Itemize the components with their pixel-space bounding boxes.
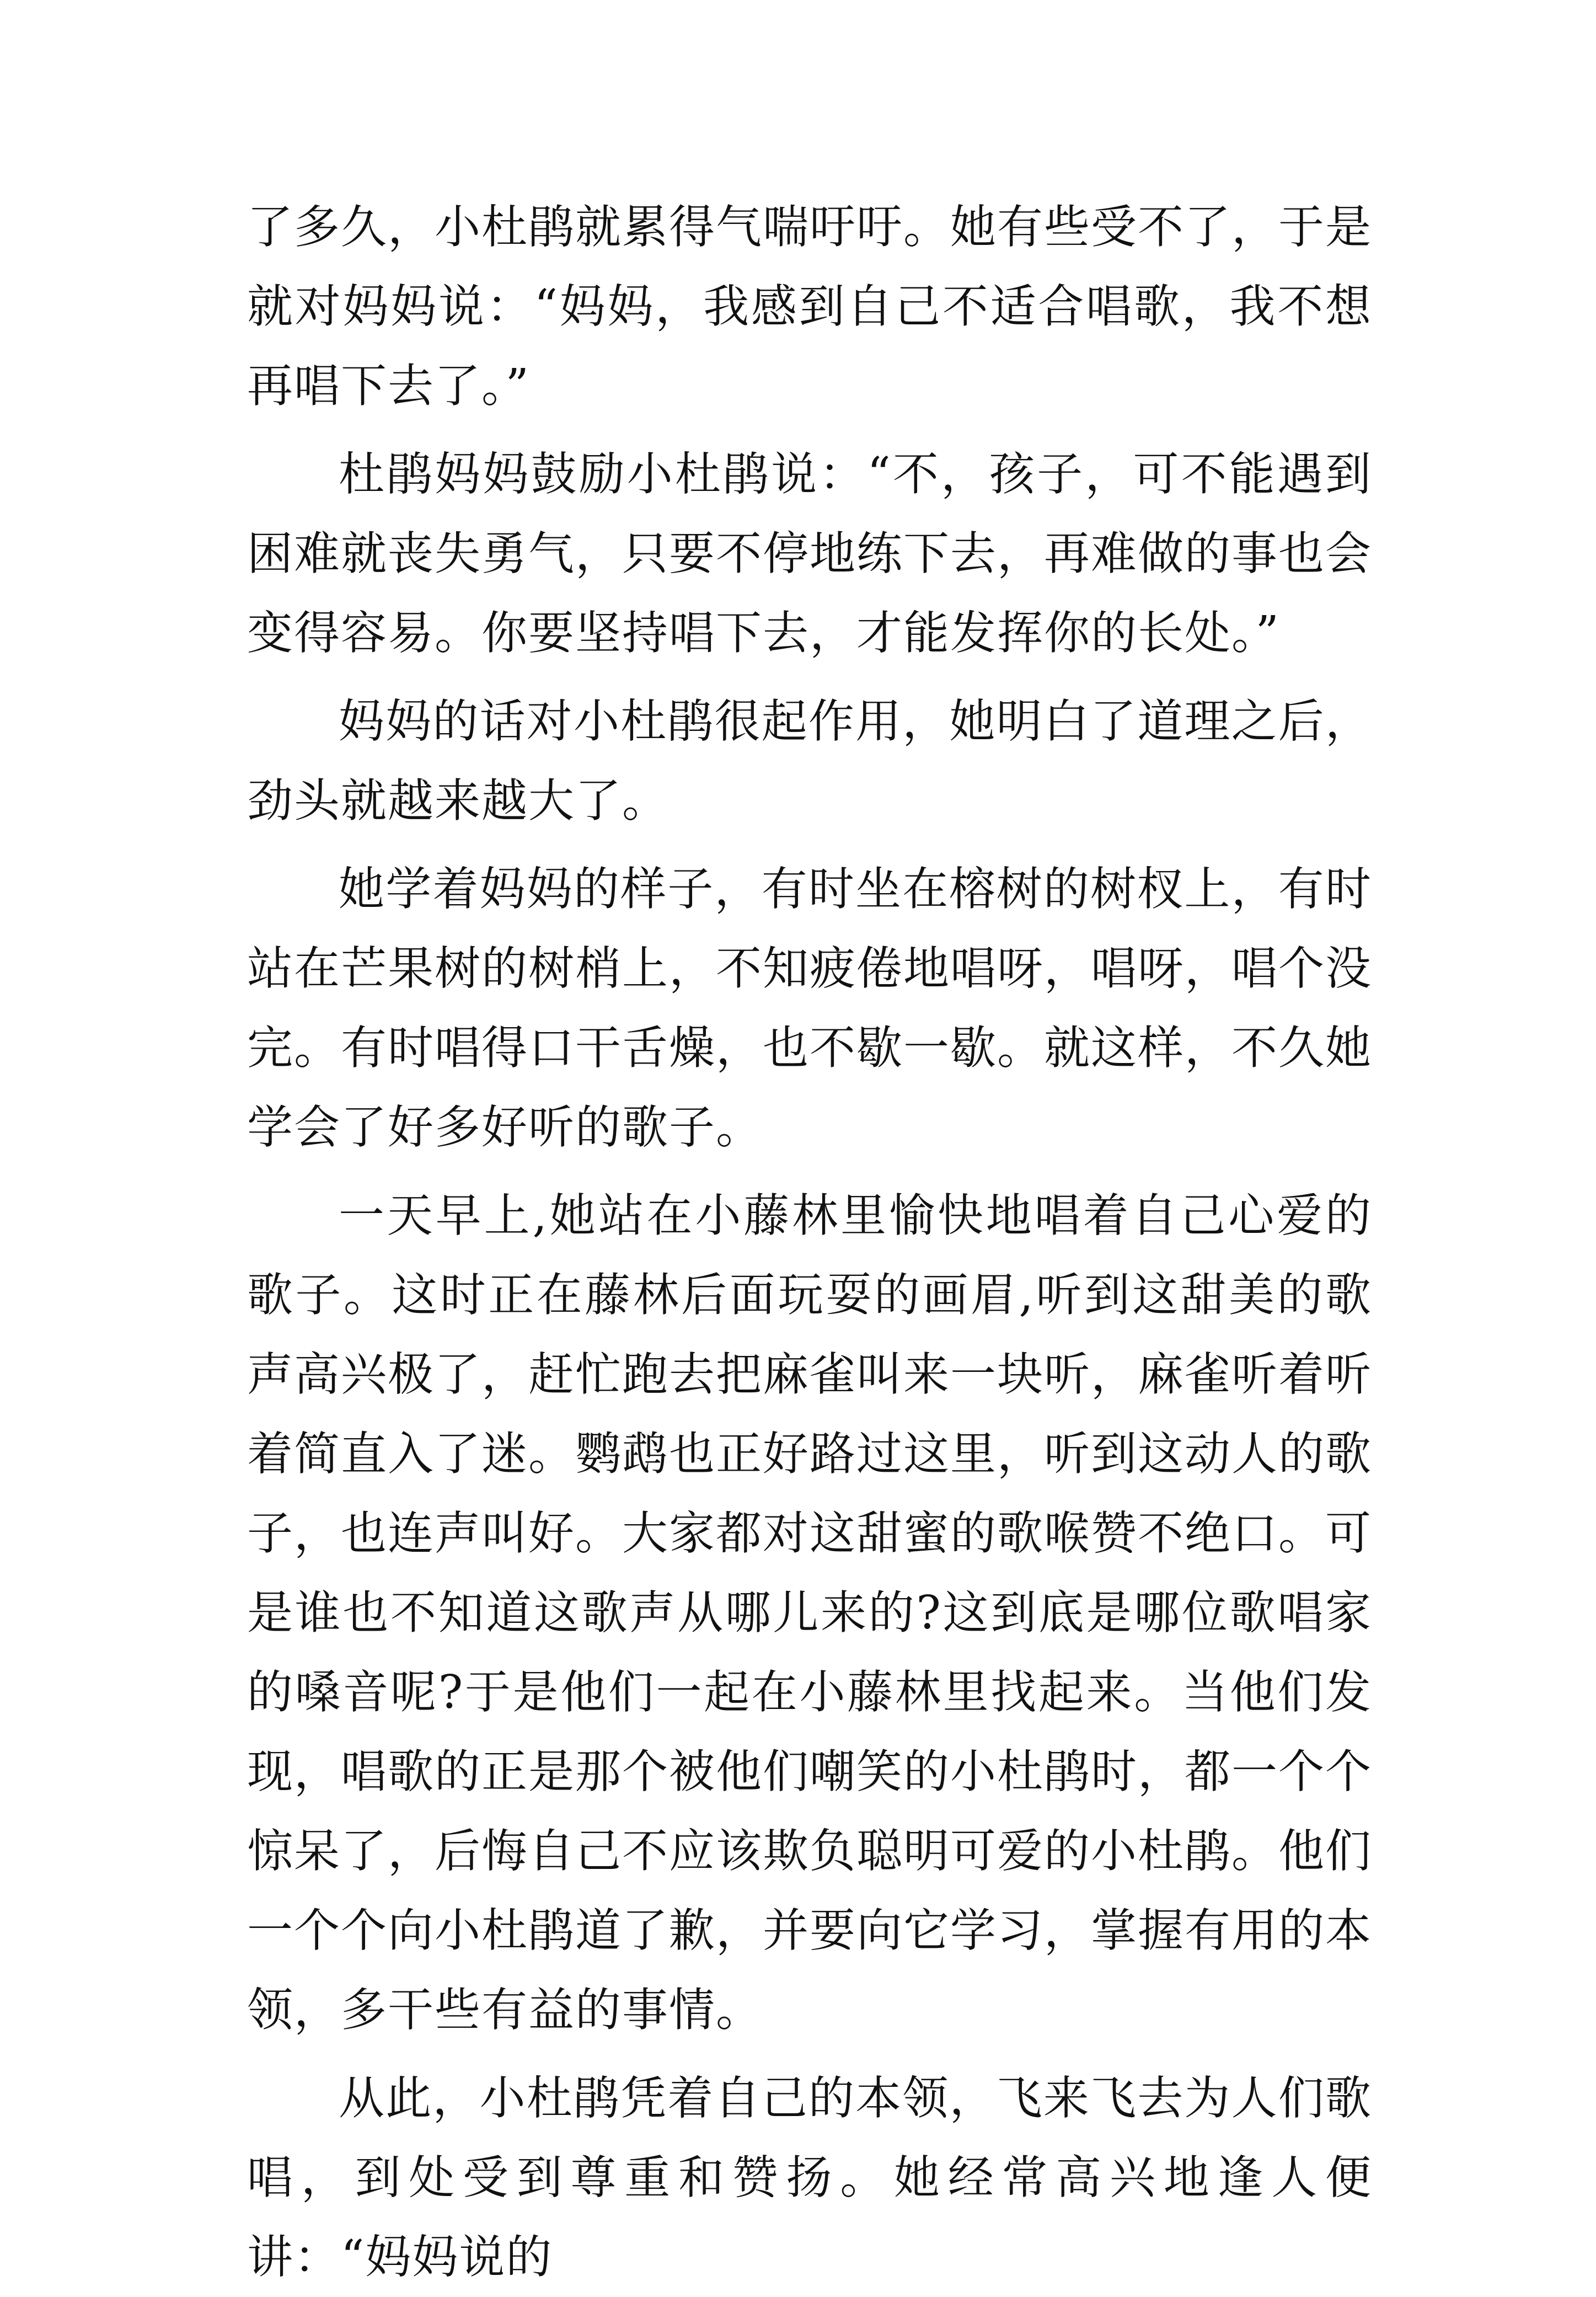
paragraph-continuation: 了多久，小杜鹃就累得气喘吁吁。她有些受不了，于是就对妈妈说：“妈妈，我感到自己不适合唱歌，我不想再唱下去了。” bbox=[247, 200, 1372, 413]
paragraph: 从此，小杜鹃凭着自己的本领，飞来飞去为人们歌唱，到处受到尊重和赞扬。她经常高兴地逢人便讲：“妈妈说的 bbox=[247, 2071, 1372, 2284]
paragraph: 杜鹃妈妈鼓励小杜鹃说：“不，孩子，可不能遇到困难就丧失勇气，只要不停地练下去，再难做的事也会变得容易。你要坚持唱下去，才能发挥你的长处。” bbox=[247, 447, 1372, 660]
story-text bbox=[247, 188, 1372, 2297]
paragraph: 妈妈的话对小杜鹃很起作用，她明白了道理之后，劲头就越来越大了。 bbox=[247, 695, 1372, 827]
paragraph: 一天早上,她站在小藤林里愉快地唱着自己心爱的歌子。这时正在藤林后面玩耍的画眉,听到这甜美的歌声高兴极了，赶忙跑去把麻雀叫来一块听，麻雀听着听着简直入了迷。鹦鹉也正好路过这里，听到这动人的歌子，也连声叫好。大家都对这甜蜜的歌喉赞不绝口。可是谁也不知道这歌声从哪儿来的?这到底是哪位歌唱家的嗓音呢?于是他们一起在小藤林里找起来。当他们发现，唱歌的正是那个被他们嘲笑的小杜鹃时，都一个个惊呆了，后悔自己不应该欺负聪明可爱的小杜鹃。他们一个个向小杜鹃道了歉，并要向它学习，掌握有用的本领，多干些有益的事情。 bbox=[247, 1189, 1372, 2037]
paragraph: 她学着妈妈的样子，有时坐在榕树的树杈上，有时站在芒果树的树梢上，不知疲倦地唱呀，唱呀，唱个没完。有时唱得口干舌燥，也不歇一歇。就这样，不久她学会了好多好听的歌子。 bbox=[247, 862, 1372, 1154]
